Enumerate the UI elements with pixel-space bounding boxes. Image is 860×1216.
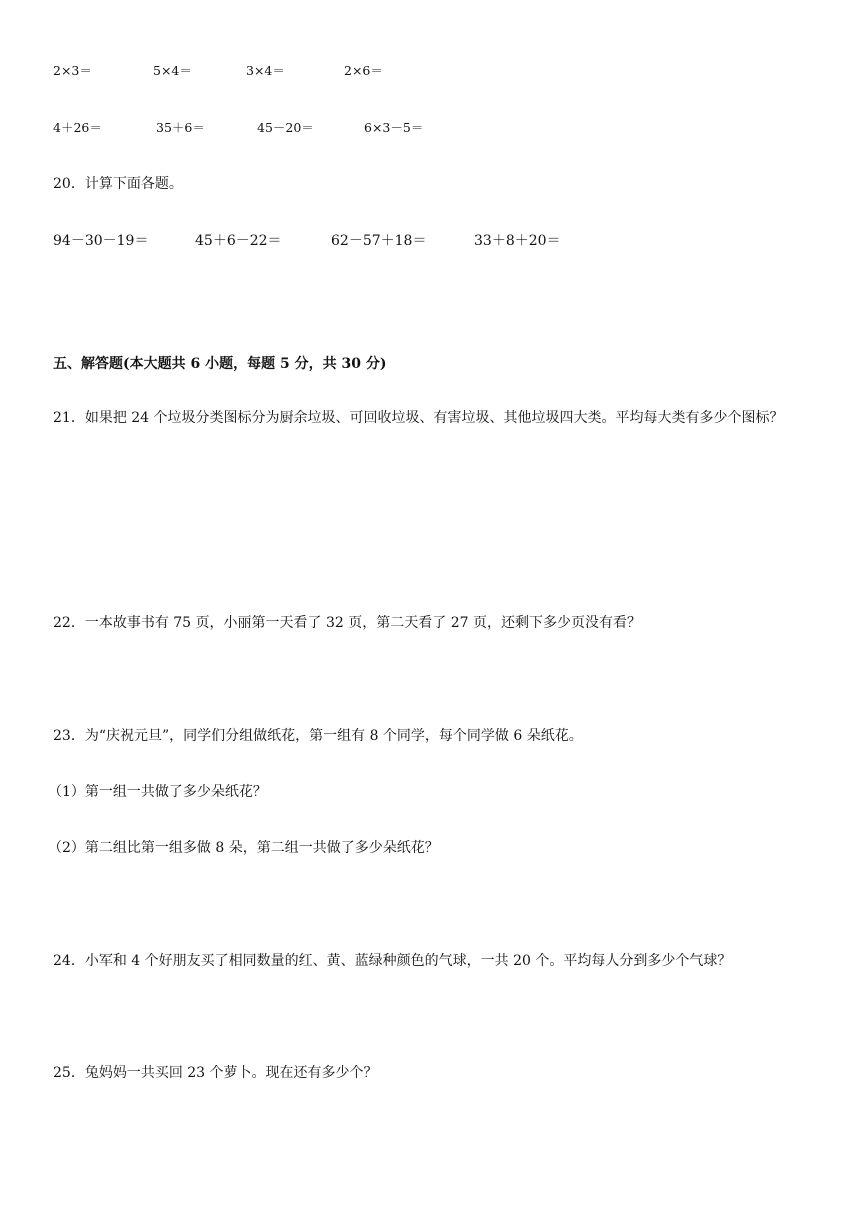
q20-item-2: 45＋6－22＝ [195,233,282,249]
question-22: 22．一本故事书有 75 页，小丽第一天看了 32 页，第二天看了 27 页，还剩下多少页没有看？ [53,615,641,631]
question-23: 23．为“庆祝元旦”，同学们分组做纸花，第一组有 8 个同学，每个同学做 6 朵纸花。 [53,728,583,744]
exercise-3x4: 3×4＝ [246,63,285,78]
section-5-heading: 五、解答题(本大题共 6 小题，每题 5 分，共 30 分) [53,356,387,372]
q20-item-4: 33＋8＋20＝ [474,233,561,249]
exercise-2x3: 2×3＝ [53,63,92,78]
exercise-35plus6: 35＋6＝ [156,120,205,135]
exercise-4plus26: 4＋26＝ [53,120,102,135]
question-21: 21．如果把 24 个垃圾分类图标分为厨余垃圾、可回收垃圾、有害垃圾、其他垃圾四大类。平均每大类有多少个图标？ [53,410,784,426]
exercise-2x6: 2×6＝ [344,63,383,78]
question-23-part-2: （2）第二组比第一组多做 8 朵，第二组一共做了多少朵纸花？ [48,840,439,856]
exercise-45minus20: 45－20＝ [257,120,314,135]
q20-item-3: 62－57＋18＝ [331,233,427,249]
question-24: 24．小军和 4 个好朋友买了相同数量的红、黄、蓝绿种颜色的气球，一共 20 个。平均每人分到多少个气球？ [53,953,732,969]
question-25: 25．兔妈妈一共买回 23 个萝卜。现在还有多少个？ [53,1065,378,1081]
question-23-part-1: （1）第一组一共做了多少朵纸花？ [48,784,267,800]
exercise-5x4: 5×4＝ [153,63,192,78]
question-20-title: 20．计算下面各题。 [53,176,183,192]
q20-item-1: 94－30－19＝ [53,233,149,249]
exercise-6x3minus5: 6×3－5＝ [364,120,424,135]
